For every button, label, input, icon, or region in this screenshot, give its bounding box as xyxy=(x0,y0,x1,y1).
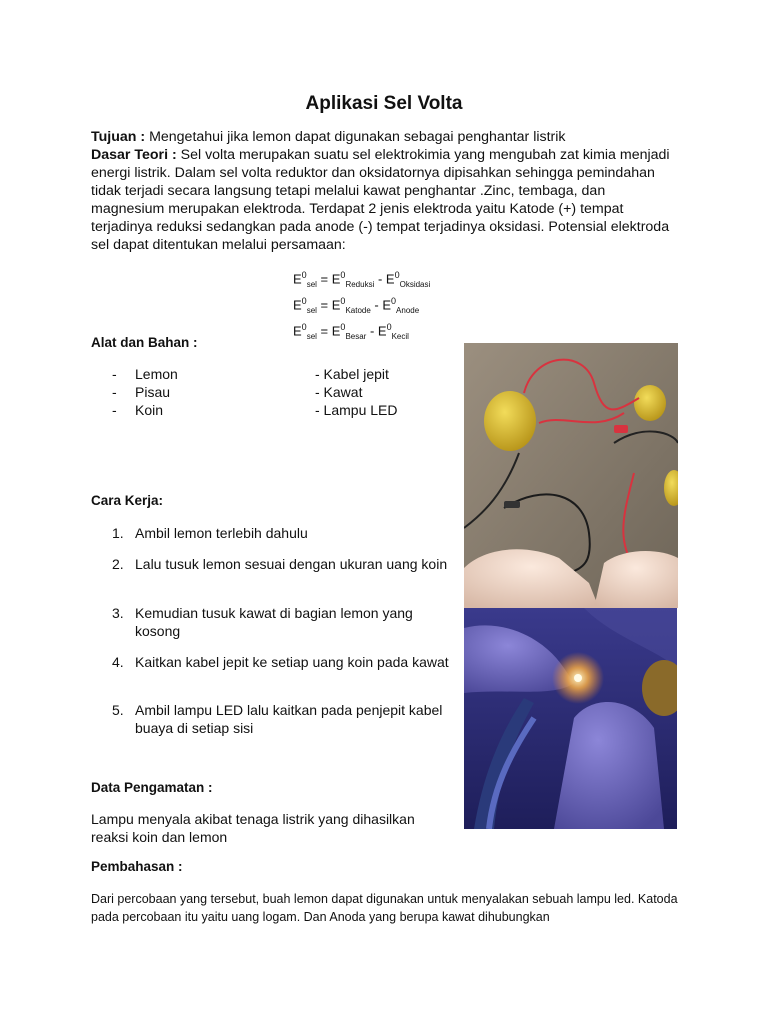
pembahasan-heading: Pembahasan : xyxy=(91,859,183,874)
step-number: 5. xyxy=(112,702,124,718)
led-glow-illustration xyxy=(464,608,677,829)
tujuan-text: Mengetahui jika lemon dapat digunakan sebagai penghantar listrik xyxy=(145,129,566,145)
formula-e: E xyxy=(385,271,395,287)
formula-block xyxy=(293,267,430,345)
tujuan-label: Tujuan : xyxy=(91,129,146,145)
list-item: - Lampu LED xyxy=(315,402,398,418)
formula-line xyxy=(293,319,430,345)
dasar-teori-label: Dasar Teori : xyxy=(91,147,177,163)
formula-sub: Anode xyxy=(396,305,420,315)
formula-e: E xyxy=(382,297,392,313)
formula-e: E xyxy=(377,323,387,339)
formula-minus: - xyxy=(366,323,378,339)
formula-e: E xyxy=(331,323,341,339)
page-title: Aplikasi Sel Volta xyxy=(305,93,463,114)
formula-minus: - xyxy=(374,271,386,287)
formula-sup: 0 xyxy=(340,321,346,332)
formula-sub: Oksidasi xyxy=(399,279,431,289)
pembahasan-text: Dari percobaan yang tersebut, buah lemon dapat digunakan untuk menyalakan sebuah lampu led. Katoda pada percobaan itu yaitu uang logam. Dan Anoda yang berupa kawat dihubungkan xyxy=(91,892,678,924)
list-bullet: - xyxy=(112,402,117,418)
list-item: Lemon xyxy=(135,366,178,382)
formula-sub: Katode xyxy=(345,305,371,315)
alligator-clip xyxy=(614,425,628,433)
alat-bahan-heading: Alat dan Bahan : xyxy=(91,335,198,350)
formula-sup: 0 xyxy=(301,270,307,280)
formula-e: E xyxy=(331,297,341,313)
led-glow-photo xyxy=(464,608,677,829)
list-item: Koin xyxy=(135,402,164,418)
list-item xyxy=(112,701,452,737)
step-number: 4. xyxy=(112,654,124,670)
formula-sub: Reduksi xyxy=(345,279,375,289)
formula-sup: 0 xyxy=(391,295,397,306)
formula-sup: 0 xyxy=(340,270,346,280)
intro-section xyxy=(91,128,671,254)
list-item xyxy=(112,604,452,640)
list-item: - Kabel jepit xyxy=(315,366,389,382)
lemon-battery-photo xyxy=(464,343,678,608)
formula-sub: Besar xyxy=(345,331,367,341)
list-item xyxy=(112,524,452,542)
led-bulb xyxy=(574,674,582,682)
tujuan-paragraph xyxy=(91,128,671,146)
lemon-left xyxy=(484,391,536,451)
formula-sub: sel xyxy=(306,331,317,341)
formula-e: E xyxy=(293,271,302,287)
list-item: - Kawat xyxy=(315,384,363,400)
step-number: 1. xyxy=(112,525,124,541)
list-item: Pisau xyxy=(135,384,171,400)
formula-e: E xyxy=(293,297,302,313)
formula-sup: 0 xyxy=(340,295,346,306)
dasar-teori-text: Sel volta merupakan suatu sel elektrokimia yang mengubah zat kimia menjadi energi listrik. Dalam sel volta reduktor dan oksidatornya dipisahkan sehingga pemindahan tidak terjadi secara langsung tetapi melalui kawat penghantar .Zinc, tembaga, dan magnesium merupakan elektroda. Terdapat 2 jenis elektroda yaitu Katode (+) tempat terjadinya reduksi sedangkan pada anode (-) tempat terjadinya oksidasi. Potensial elektroda sel dapat ditentukan melalui persamaan: xyxy=(91,147,670,253)
formula-sub: sel xyxy=(306,305,317,315)
formula-e: E xyxy=(293,323,302,339)
alligator-clip xyxy=(504,501,520,508)
step-text: Kemudian tusuk kawat di bagian lemon yang kosong xyxy=(135,605,413,639)
formula-sup: 0 xyxy=(394,270,400,280)
formula-eq: = xyxy=(316,297,332,313)
formula-sub: Kecil xyxy=(391,331,409,341)
lemon-right xyxy=(634,385,666,421)
formula-e: E xyxy=(331,271,341,287)
formula-sub: sel xyxy=(306,279,317,289)
step-text: Lalu tusuk lemon sesuai dengan ukuran uang koin xyxy=(135,556,448,572)
lemon-battery-illustration xyxy=(464,343,678,608)
step-text: Kaitkan kabel jepit ke setiap uang koin pada kawat xyxy=(135,654,449,670)
formula-sup: 0 xyxy=(301,295,307,306)
list-item xyxy=(112,555,452,573)
cara-kerja-heading: Cara Kerja: xyxy=(91,493,164,508)
dasar-teori-paragraph xyxy=(91,146,671,254)
data-pengamatan-text: Lampu menyala akibat tenaga listrik yang dihasilkan reaksi koin dan lemon xyxy=(91,811,415,845)
data-pengamatan-heading: Data Pengamatan : xyxy=(91,780,213,795)
list-bullet: - xyxy=(112,384,117,400)
formula-line xyxy=(293,293,430,319)
list-bullet: - xyxy=(112,366,117,382)
list-item xyxy=(112,653,452,671)
formula-line xyxy=(293,267,430,293)
step-number: 2. xyxy=(112,556,124,572)
formula-eq: = xyxy=(316,323,332,339)
formula-sup: 0 xyxy=(301,321,307,332)
step-text: Ambil lemon terlebih dahulu xyxy=(135,525,308,541)
step-text: Ambil lampu LED lalu kaitkan pada penjepit kabel buaya di setiap sisi xyxy=(135,702,443,736)
formula-sup: 0 xyxy=(386,321,392,332)
formula-eq: = xyxy=(316,271,332,287)
formula-minus: - xyxy=(370,297,383,313)
step-number: 3. xyxy=(112,605,124,621)
